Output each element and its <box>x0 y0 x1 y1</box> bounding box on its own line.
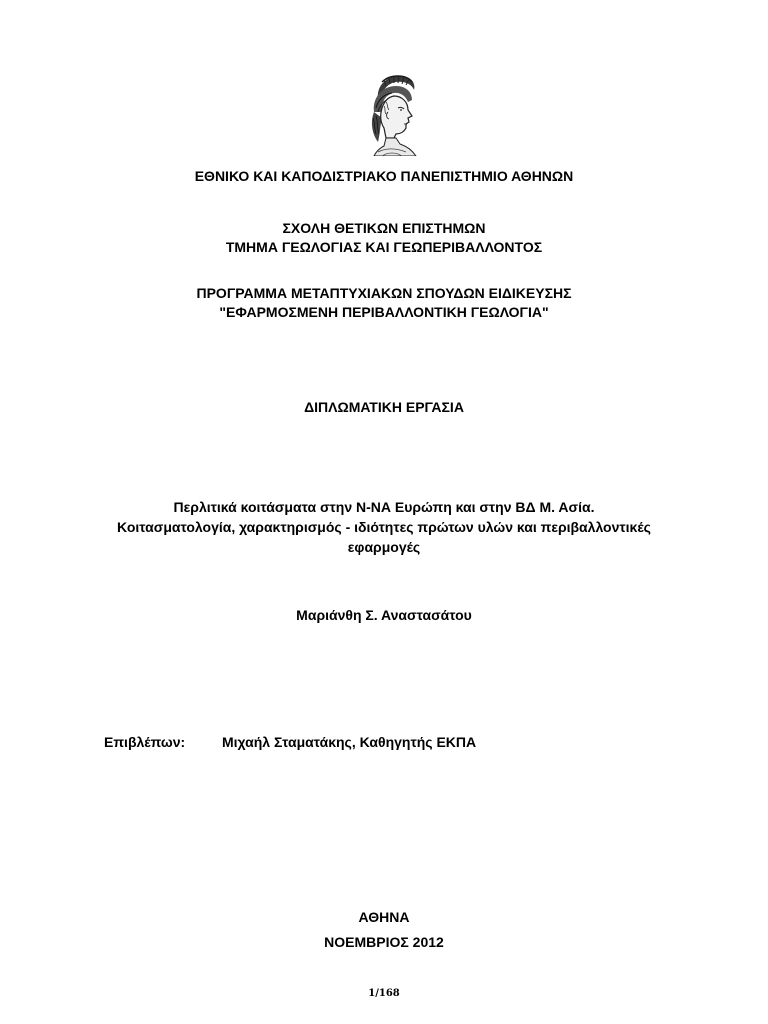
submission-date: ΝΟΕΜΒΡΙΟΣ 2012 <box>324 934 444 950</box>
athena-head-logo-icon <box>356 72 422 156</box>
thesis-title-line3: εφαρμογές <box>347 539 421 555</box>
program-name-line1: ΠΡΟΓΡΑΜΜΑ ΜΕΤΑΠΤΥΧΙΑΚΩΝ ΣΠΟΥΔΩΝ ΕΙΔΙΚΕΥΣΗΣ <box>196 285 572 301</box>
supervisor-name: Μιχαήλ Σταματάκης, Καθηγητής ΕΚΠΑ <box>222 734 477 750</box>
document-type: ΔΙΠΛΩΜΑΤΙΚΗ ΕΡΓΑΣΙΑ <box>304 399 464 415</box>
page-number: 1/168 <box>368 988 400 999</box>
department-name: ΤΜΗΜΑ ΓΕΩΛΟΓΙΑΣ ΚΑΙ ΓΕΩΠΕΡΙΒΑΛΛΟΝΤΟΣ <box>225 239 543 255</box>
school-name: ΣΧΟΛΗ ΘΕΤΙΚΩΝ ΕΠΙΣΤΗΜΩΝ <box>282 220 486 236</box>
university-name: ΕΘΝΙΚΟ ΚΑΙ ΚΑΠΟΔΙΣΤΡΙΑΚΟ ΠΑΝΕΠΙΣΤΗΜΙΟ ΑΘΗΝΩΝ <box>194 168 574 184</box>
program-name-line2: "ΕΦΑΡΜΟΣΜΕΝΗ ΠΕΡΙΒΑΛΛΟΝΤΙΚΗ ΓΕΩΛΟΓΙΑ" <box>219 304 549 320</box>
city: ΑΘΗΝΑ <box>358 909 410 925</box>
thesis-title-line2: Κοιτασματολογία, χαρακτηρισμός - ιδιότητες πρώτων υλών και περιβαλλοντικές <box>117 519 651 535</box>
supervisor-label: Επιβλέπων: <box>104 734 186 750</box>
thesis-title-line1: Περλιτικά κοιτάσματα στην Ν-ΝΑ Ευρώπη και στην ΒΔ Μ. Ασία. <box>173 499 595 515</box>
author-name: Μαριάνθη Σ. Αναστασάτου <box>296 607 472 623</box>
